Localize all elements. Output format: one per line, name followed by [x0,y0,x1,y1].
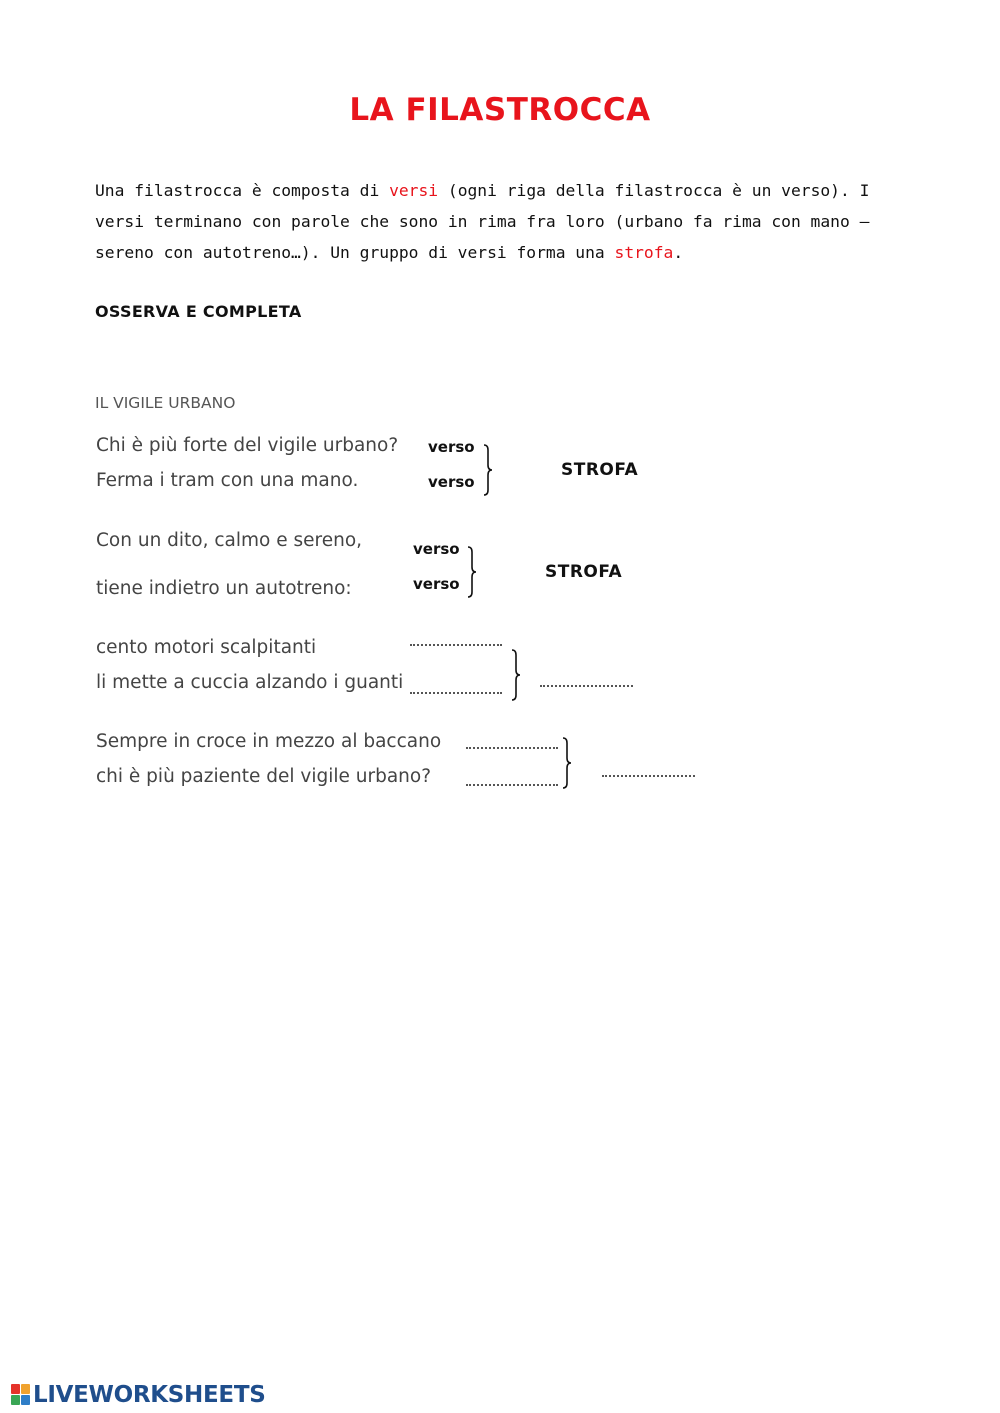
stanza-2-brace-icon [466,546,480,598]
stanza-3-brace-icon [510,649,524,701]
logo-text: LIVEWORKSHEETS [33,1382,266,1408]
stanza-1-brace-icon [482,444,496,496]
highlight-strofa: strofa [614,243,674,262]
live-badge-icon [10,1383,32,1407]
intro-text-2: (ogni riga della filastrocca è un verso). I versi terminano con parole che sono in rima fra loro (urbano fa rima con mano – sereno con autotreno…). Un gruppo di versi forma una [95,181,870,262]
stanza-2-verso-label-1: verso [413,540,460,558]
stanza-4-strofa-blank[interactable] [602,775,695,777]
stanza-4-brace-icon [561,737,575,789]
stanza-4-line-1: Sempre in croce in mezzo al baccano [96,731,442,752]
stanza-3-verso-blank-2[interactable] [410,692,502,694]
stanza-1-line-2: Ferma i tram con una mano. [96,470,359,491]
liveworksheets-logo [10,1380,265,1410]
section-heading: OSSERVA E COMPLETA [95,302,302,321]
stanza-3-verso-blank-1[interactable] [410,644,502,646]
intro-text-1: Una filastrocca è composta di [95,181,390,200]
stanza-4-line-2: chi è più paziente del vigile urbano? [96,766,432,787]
stanza-1-line-1: Chi è più forte del vigile urbano? [96,435,399,456]
stanza-3-line-1: cento motori scalpitanti [96,637,317,658]
stanza-2-strofa-label: STROFA [545,562,623,582]
stanza-3-strofa-blank[interactable] [540,685,633,687]
stanza-4-verso-blank-1[interactable] [466,747,558,749]
poem-title: IL VIGILE URBANO [95,394,236,412]
stanza-1-verso-label-1: verso [428,438,475,456]
stanza-3-line-2: li mette a cuccia alzando i guanti [96,672,404,693]
intro-text-3: . [673,243,684,262]
stanza-2-verso-label-2: verso [413,575,460,593]
stanza-2-line-2: tiene indietro un autotreno: [96,578,352,599]
page-title: LA FILASTROCCA [349,92,651,128]
stanza-1-verso-label-2: verso [428,473,475,491]
stanza-4-verso-blank-2[interactable] [466,784,558,786]
intro-paragraph [95,175,895,268]
stanza-1-strofa-label: STROFA [561,460,639,480]
stanza-2-line-1: Con un dito, calmo e sereno, [96,530,363,551]
highlight-versi: versi [389,181,439,200]
